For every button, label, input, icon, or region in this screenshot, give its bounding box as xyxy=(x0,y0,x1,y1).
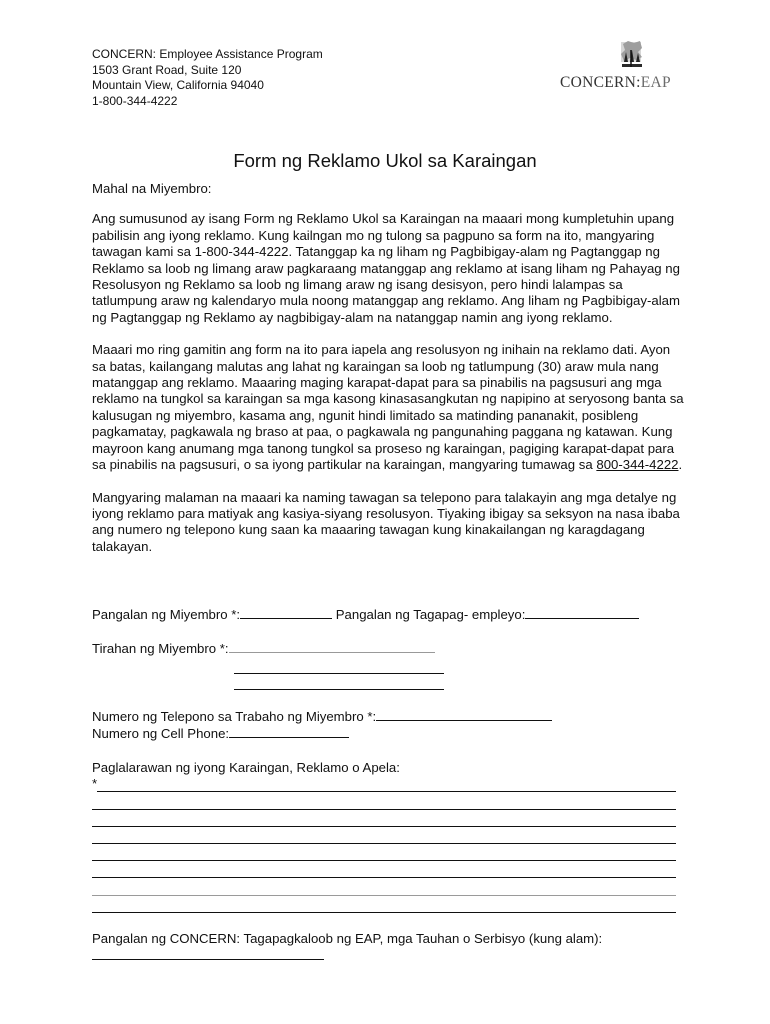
description-field-6[interactable] xyxy=(92,861,676,878)
paragraph-intro: Ang sumusunod ay isang Form ng Reklamo Ukol sa Karaingan na maaari mong kumpletuhin upang pabilisin ang iyong reklamo. Kung kailngan mo ng tulong sa pagpuno sa form na ito, mangyaring tawagan kami sa 1-800-344-4222. Tatanggap ka ng liham ng Pagbibigay-alam ng Pagtanggap ng Reklamo sa loob ng limang araw pagkaraang matanggap ang reklamo at isang liham ng Pahayag ng Resolusyon ng Reklamo sa loob ng limang araw ng isang desisyon, pero hindi lalampas sa tatlumpung araw ng kalendaryo mula noong matanggap ang reklamo. Ang liham ng Pagbibigay-alam ng Pagtanggap ng Reklamo ay nagbibigay-alam na natanggap namin ang iyong reklamo. xyxy=(92,211,680,325)
document-body xyxy=(92,181,686,571)
description-label: Paglalarawan ng iyong Karaingan, Reklamo o Apela: xyxy=(92,759,400,775)
phone-link[interactable]: 800-344-4222 xyxy=(596,457,679,473)
description-field-5[interactable] xyxy=(92,844,676,861)
logo-suffix: EAP xyxy=(640,74,671,91)
member-address-label: Tirahan ng Miyembro *: xyxy=(92,641,229,657)
member-employer-row xyxy=(92,606,686,623)
member-address-field-3[interactable] xyxy=(234,674,444,690)
logo-separator: : xyxy=(636,74,641,91)
sender-address xyxy=(92,47,323,109)
form-fields xyxy=(92,606,686,960)
paragraph-appeal-end: . xyxy=(678,457,683,473)
description-field-7[interactable] xyxy=(92,878,676,895)
logo-name: CONCERN xyxy=(560,74,637,91)
address-line: CONCERN: Employee Assistance Program xyxy=(92,47,323,61)
address-line: 1503 Grant Road, Suite 120 xyxy=(92,62,242,77)
required-asterisk: * xyxy=(92,776,98,792)
work-phone-field[interactable] xyxy=(376,708,552,721)
paragraph-appeal xyxy=(92,342,686,473)
member-address-field-2[interactable] xyxy=(234,658,444,674)
member-name-label: Pangalan ng Miyembro *: xyxy=(92,607,241,622)
description-field-4[interactable] xyxy=(92,827,676,844)
member-address-row xyxy=(92,640,686,657)
concern-eap-logo xyxy=(556,40,680,95)
work-phone-row xyxy=(92,708,686,725)
phone-line: 1-800-344-4222 xyxy=(92,93,178,108)
cell-phone-label: Numero ng Cell Phone: xyxy=(92,726,230,742)
document-title: Form ng Reklamo Ukol sa Karaingan xyxy=(233,150,537,171)
salutation: Mahal na Miyembro: xyxy=(92,181,212,196)
concern-staff-label: Pangalan ng CONCERN: Tagapagkaloob ng EAP, mga Tauhan o Serbisyo (kung alam): xyxy=(92,930,603,946)
description-field-8[interactable] xyxy=(92,896,676,913)
member-name-field[interactable] xyxy=(240,606,332,619)
description-field-3[interactable] xyxy=(92,810,676,827)
employer-name-field[interactable] xyxy=(525,606,639,619)
cell-phone-row xyxy=(92,725,686,742)
address-line: Mountain View, California 94040 xyxy=(92,78,264,92)
paragraph-appeal-text: Maaari mo ring gamitin ang form na ito para iapela ang resolusyon ng inihain na reklamo dati. Ayon sa batas, kailangang malutas ang lahat ng karaingan sa loob ng tatlumpung (30) araw mula nang matanggap ang reklamo. Maaaring maging karapat-dapat para sa pinabilis na pagsusuri ang mga reklamo na tungkol sa karaingan sa mga kasong kinasasangkutan ng napipino at seryosong banta sa kalusugan ng miyembro, kasama ang, ngunit hindi limitado sa matinding pananakit, posibleng pagkamatay, pagkawala ng braso at paa, o pagkawala ng pangunahing paggana ng katawan. Kung mayroon kang anumang mga tanong tungkol sa proseso ng karaingan, pagiging karapat-dapat para sa pinabilis na pagsusuri, o sa iyong partikular na karaingan, mangyaring tumawag sa xyxy=(92,342,684,473)
paragraph-contact: Mangyaring malaman na maaari ka naming tawagan sa telepono para talakayin ang mga detalye ng iyong reklamo para matiyak ang kasiya-siyang resolusyon. Tiyaking ibigay sa seksyon na nasa ibaba ang numero ng telepono kung saan ka maaaring tawagan kung kinakailangan ng karagdagang talakayan. xyxy=(92,489,680,554)
leaf-tree-icon xyxy=(616,40,646,74)
member-address-field-1[interactable] xyxy=(229,640,435,653)
employer-name-label: Pangalan ng Tagapag- empleyo: xyxy=(335,607,526,622)
work-phone-label: Numero ng Telepono sa Trabaho ng Miyembro *: xyxy=(92,708,377,724)
description-field-2[interactable] xyxy=(92,792,676,809)
cell-phone-field[interactable] xyxy=(229,725,349,738)
concern-staff-field[interactable] xyxy=(92,947,324,960)
logo-wordmark xyxy=(560,74,671,92)
description-field-1[interactable] xyxy=(92,776,686,792)
description-underline xyxy=(97,777,676,792)
